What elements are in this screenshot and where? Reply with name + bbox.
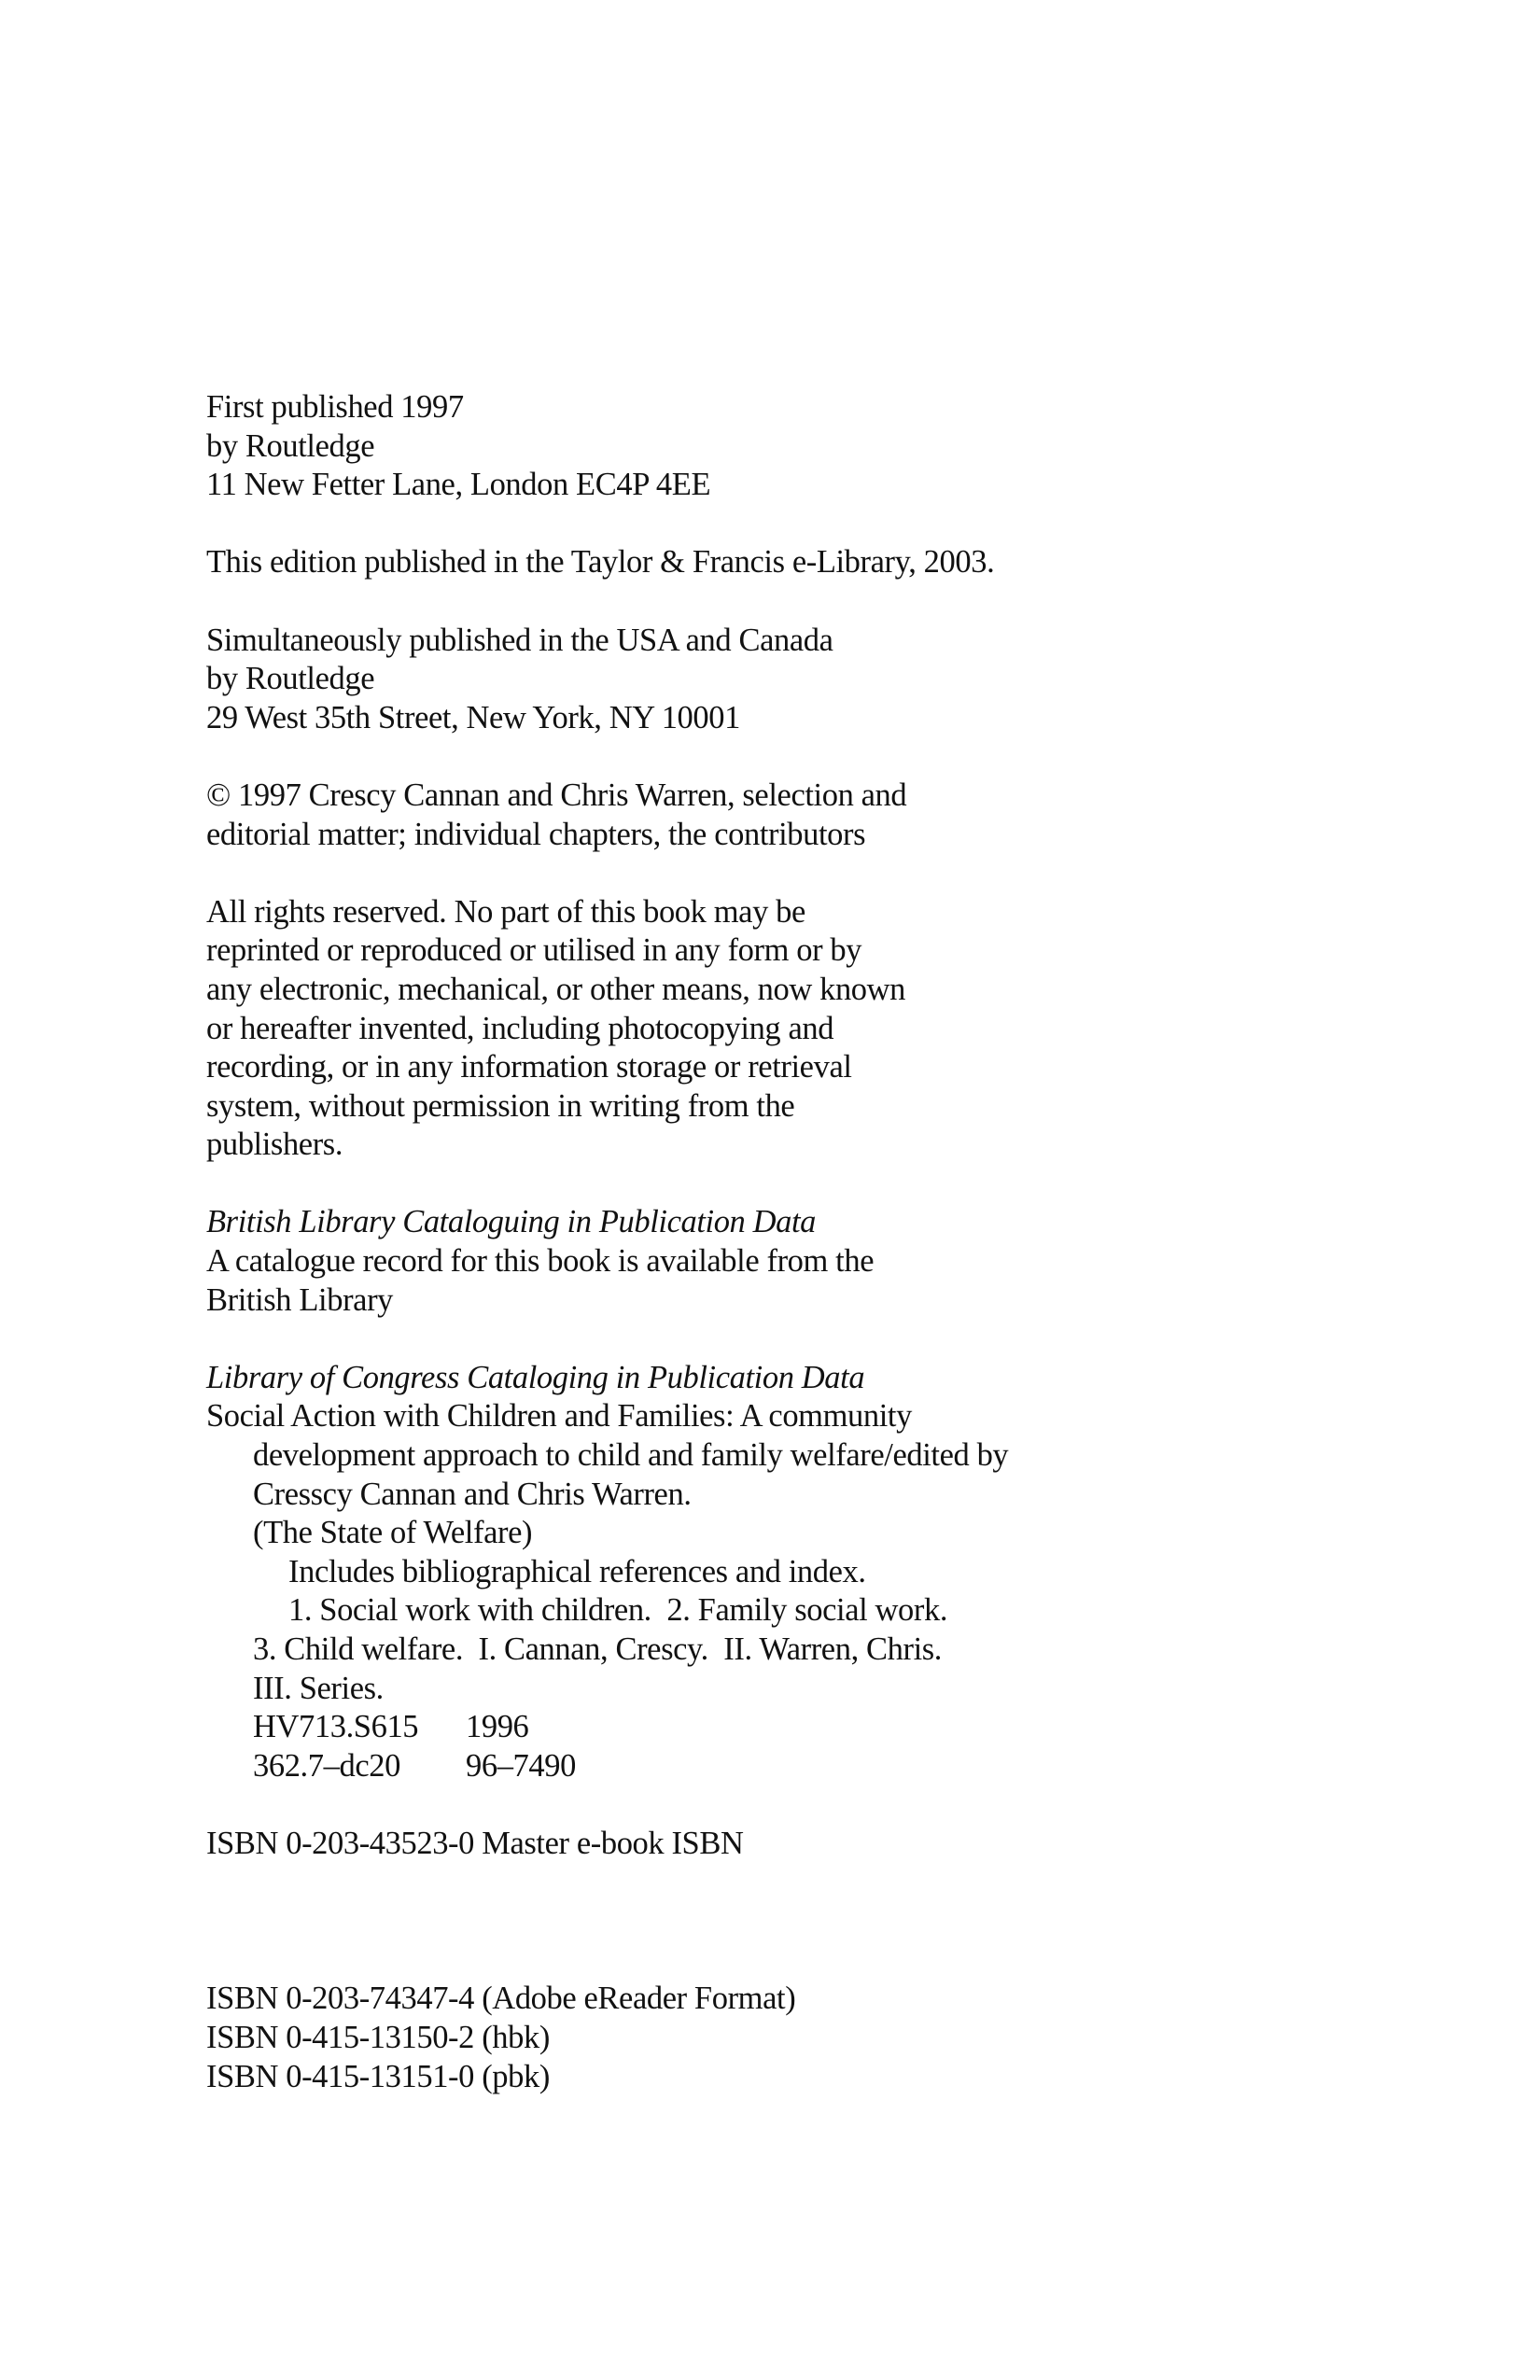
loc-series-line: III. Series.	[253, 1670, 384, 1706]
loc-title-line: Social Action with Children and Families: A community	[206, 1398, 912, 1435]
british-library-line: British Library	[206, 1281, 394, 1318]
publisher-line: by Routledge	[206, 427, 375, 464]
simultaneous-block	[206, 622, 1420, 738]
rights-line: All rights reserved. No part of this book may be	[206, 893, 805, 930]
loc-subjects-line: 1. Social work with children. 2. Family social work.	[288, 1592, 948, 1629]
rights-line: publishers.	[206, 1127, 343, 1163]
british-library-line: A catalogue record for this book is available from the	[206, 1243, 875, 1280]
us-address-line: 29 West 35th Street, New York, NY 10001	[206, 699, 740, 735]
edition-block	[206, 543, 1420, 582]
loc-heading: Library of Congress Cataloging in Publication Data	[206, 1359, 865, 1395]
copyright-line: © 1997 Crescy Cannan and Chris Warren, selection and	[206, 777, 907, 813]
loc-dewey-number: 362.7–dc20	[253, 1747, 400, 1784]
isbn-line: ISBN 0-415-13150-2 (hbk)	[206, 2019, 550, 2055]
rights-block	[206, 893, 1420, 1165]
isbn-line: ISBN 0-203-74347-4 (Adobe eReader Format)	[206, 1981, 796, 2017]
loc-subjects-line: 3. Child welfare. I. Cannan, Crescy. II. Warren, Chris.	[253, 1631, 943, 1667]
edition-line: This edition published in the Taylor & Francis e-Library, 2003.	[206, 544, 995, 581]
rights-line: recording, or in any information storage or retrieval	[206, 1049, 852, 1085]
publisher-address-line: 11 New Fetter Lane, London EC4P 4EE	[206, 467, 711, 503]
loc-dewey-line	[206, 1747, 1420, 1786]
rights-line: system, without permission in writing from the	[206, 1087, 795, 1124]
first-published-line: First published 1997	[206, 389, 464, 425]
loc-cont-line: (The State of Welfare)	[253, 1515, 533, 1551]
copyright-page	[206, 388, 1420, 2096]
library-of-congress-block	[206, 1359, 1420, 1786]
loc-cont-line: Cresscy Cannan and Chris Warren.	[253, 1476, 692, 1512]
isbn-block	[206, 1980, 1420, 2096]
isbn-line: ISBN 0-415-13151-0 (pbk)	[206, 2058, 550, 2094]
copyright-block	[206, 777, 1420, 854]
loc-call-number: HV713.S615	[253, 1709, 419, 1745]
simultaneous-line: Simultaneously published in the USA and Canada	[206, 622, 833, 658]
british-library-heading: British Library Cataloguing in Publication Data	[206, 1204, 817, 1240]
rights-line: any electronic, mechanical, or other means, now known	[206, 971, 906, 1007]
rights-line: or hereafter invented, including photocopying and	[206, 1010, 834, 1046]
loc-lccn: 96–7490	[466, 1747, 576, 1784]
isbn-master-block	[206, 1825, 1420, 1864]
loc-call-number-line	[206, 1708, 1420, 1747]
loc-call-year: 1996	[466, 1709, 529, 1745]
copyright-line: editorial matter; individual chapters, the contributors	[206, 816, 866, 852]
rights-line: reprinted or reproduced or utilised in any form or by	[206, 932, 862, 969]
loc-cont-line: development approach to child and family welfare/edited by	[253, 1437, 1009, 1474]
us-publisher-line: by Routledge	[206, 661, 375, 697]
loc-includes-line: Includes bibliographical references and index.	[288, 1553, 866, 1589]
isbn-master-line: ISBN 0-203-43523-0 Master e-book ISBN	[206, 1825, 744, 1861]
british-library-block	[206, 1203, 1420, 1320]
first-published-block	[206, 388, 1420, 505]
